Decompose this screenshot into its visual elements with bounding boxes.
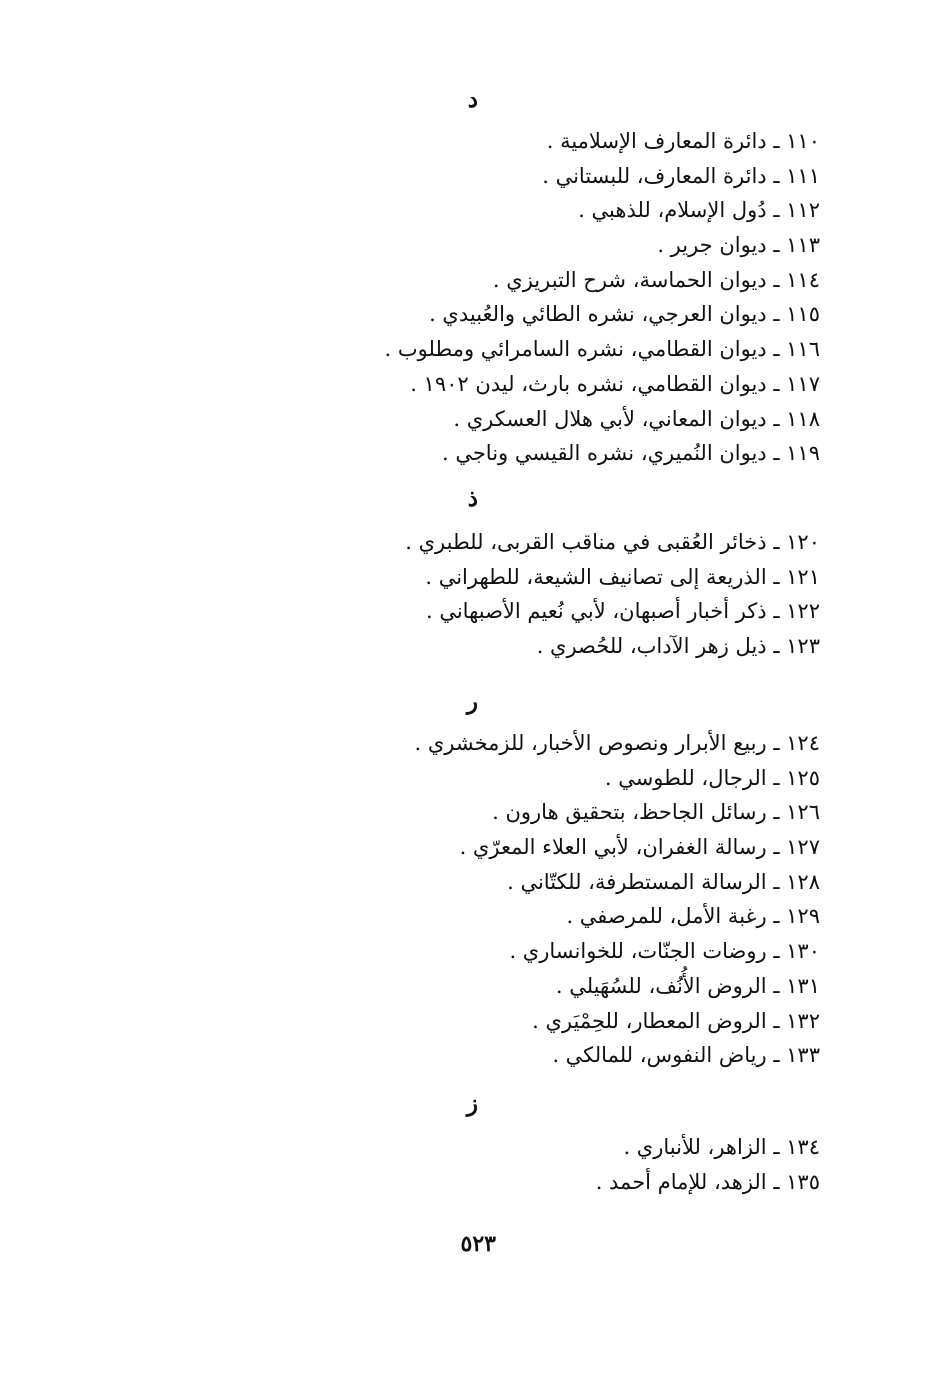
list-item: ١٢١ ـ الذريعة إلى تصانيف الشيعة، للطهراني . bbox=[425, 564, 820, 589]
list-item: ١٢٨ ـ الرسالة المستطرفة، للكتّاني . bbox=[507, 869, 820, 894]
list-item: ١٣٢ ـ الروض المعطار، للحِمْيَري . bbox=[532, 1008, 820, 1033]
list-item: ١١٢ ـ دُول الإسلام، للذهبي . bbox=[578, 198, 820, 223]
list-item: ١٢٣ ـ ذيل زهر الآداب، للحُصري . bbox=[536, 634, 820, 659]
section-heading-zay: ز bbox=[466, 1090, 478, 1117]
list-item: ١١٨ ـ ديوان المعاني، لأبي هلال العسكري . bbox=[453, 406, 820, 431]
list-item: ١٣٤ ـ الزاهر، للأنباري . bbox=[623, 1135, 820, 1159]
list-item: ١١٣ ـ ديوان جرير . bbox=[657, 233, 820, 258]
list-item: ١١٧ ـ ديوان القطامي، نشره بارث، ليدن ١٩٠٢ . bbox=[410, 371, 820, 396]
list-item: ١١٦ ـ ديوان القطامي، نشره السامرائي ومطلوب . bbox=[384, 337, 820, 362]
list-item: ١١٩ ـ ديوان النُميري، نشره القيسي وناجي . bbox=[441, 441, 820, 466]
page-number: ٥٢٣ bbox=[460, 1231, 496, 1257]
list-item: ١٢٢ ـ ذكر أخبار أصبهان، لأبي نُعيم الأصبهاني . bbox=[425, 599, 820, 624]
list-item: ١٢٥ ـ الرجال، للطوسي . bbox=[604, 765, 820, 790]
list-item: ١٣٣ ـ رياض النفوس، للمالكي . bbox=[552, 1043, 820, 1068]
list-item: ١٢٠ ـ ذخائر العُقبى في مناقب القربى، للطبري . bbox=[405, 530, 820, 554]
list-item: ١١٤ ـ ديوان الحماسة، شرح التبريزي . bbox=[492, 267, 820, 292]
list-item: ١٣٠ ـ روضات الجنّات، للخوانساري . bbox=[509, 939, 820, 964]
list-item: ١٣٥ ـ الزهد، للإمام أحمد . bbox=[595, 1169, 820, 1194]
list-item: ١٣١ ـ الروض الأُنُف، للسُهَيلي . bbox=[555, 973, 820, 998]
list-item: ١٢٩ ـ رغبة الأمل، للمرصفي . bbox=[566, 904, 820, 929]
section-heading-ra: ر bbox=[466, 688, 478, 715]
entry-list-ra bbox=[120, 726, 820, 1073]
list-item: ١٢٧ ـ رسالة الغفران، لأبي العلاء المعرّي . bbox=[459, 835, 820, 860]
list-item: ١٢٦ ـ رسائل الجاحظ، بتحقيق هارون . bbox=[492, 800, 820, 825]
list-item: ١١٥ ـ ديوان العرجي، نشره الطائي والعُبيدي . bbox=[429, 302, 820, 327]
section-heading-dhal: ذ bbox=[467, 485, 478, 512]
entry-list-zay bbox=[120, 1130, 820, 1199]
section-heading-dal: د bbox=[467, 86, 478, 113]
list-item: ١١١ ـ دائرة المعارف، للبستاني . bbox=[542, 163, 820, 188]
entry-list-dhal bbox=[120, 525, 820, 664]
list-item: ١٢٤ ـ ربيع الأبرار ونصوص الأخبار، للزمخشري . bbox=[414, 731, 820, 755]
entry-list-dal bbox=[120, 124, 820, 471]
list-item: ١١٠ ـ دائرة المعارف الإسلامية . bbox=[546, 129, 820, 153]
